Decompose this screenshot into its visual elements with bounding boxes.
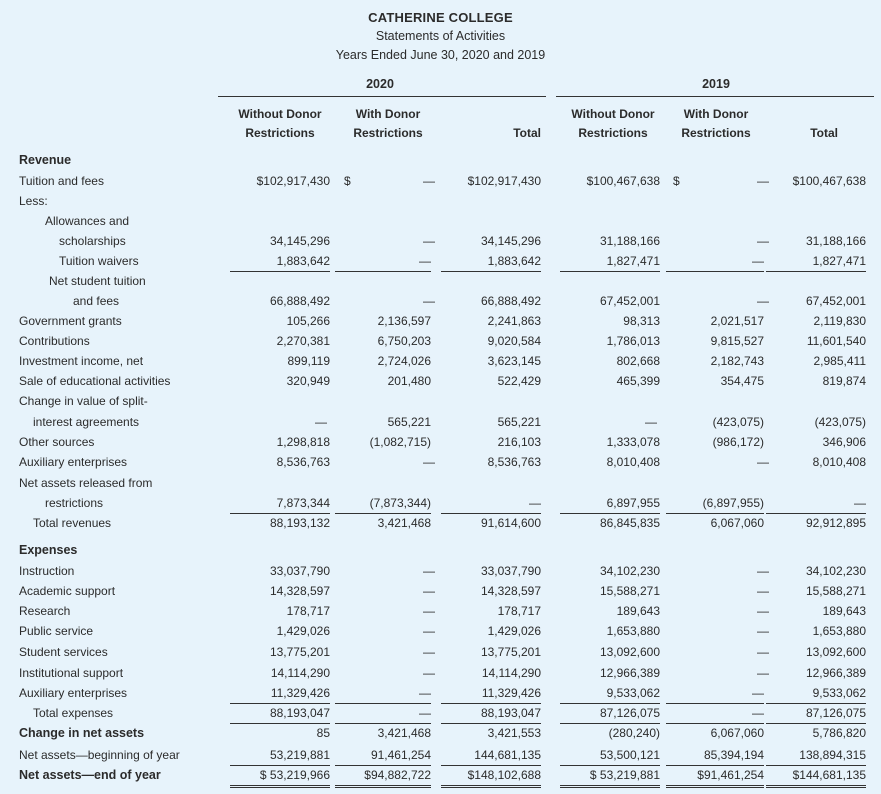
year-rule-2020	[218, 96, 546, 97]
table-cell: 34,145,296	[480, 234, 541, 248]
table-cell: 1,429,026	[276, 624, 330, 638]
table-cell: 15,588,271	[599, 584, 660, 598]
table-cell: 1,883,642	[230, 251, 330, 272]
table-row	[0, 581, 881, 601]
table-cell: (280,240)	[608, 726, 660, 740]
table-cell: (423,075)	[814, 415, 866, 429]
table-cell: 67,452,001	[599, 294, 660, 308]
table-cell: 144,681,135	[441, 745, 541, 766]
table-cell: 9,533,062	[560, 683, 660, 704]
table-cell: —	[757, 604, 769, 618]
table-cell: 6,067,060	[710, 726, 764, 740]
row-label: restrictions	[45, 496, 104, 510]
table-row	[0, 331, 881, 351]
section-less: Less:	[19, 194, 48, 208]
table-cell: 1,786,013	[606, 334, 660, 348]
row-label: Net assets—end of year	[19, 768, 161, 782]
col-header-line: Restrictions	[245, 126, 315, 140]
table-cell: (986,172)	[712, 435, 764, 449]
section-expenses: Expenses	[19, 543, 78, 557]
table-cell: 216,103	[497, 435, 541, 449]
table-cell: —	[766, 493, 866, 514]
table-cell: $148,102,688	[441, 765, 541, 788]
table-cell: 2,270,381	[276, 334, 330, 348]
table-cell: 2,119,830	[813, 314, 866, 328]
table-cell: 88,193,047	[230, 703, 330, 724]
table-cell: 3,421,553	[487, 726, 541, 740]
table-cell: 34,102,230	[805, 564, 866, 578]
table-row	[0, 642, 881, 662]
table-cell: 91,614,600	[480, 516, 541, 530]
table-cell: —	[645, 415, 657, 429]
table-cell: 13,092,600	[599, 645, 660, 659]
table-cell: 178,717	[286, 604, 330, 618]
table-cell: —	[666, 683, 764, 704]
row-label: Research	[19, 604, 71, 618]
col-header-line: Without Donor	[238, 107, 322, 121]
table-row	[0, 311, 881, 331]
table-cell: 320,949	[286, 374, 330, 388]
row-label: Net student tuition	[49, 274, 146, 288]
row-label: Other sources	[19, 435, 95, 449]
table-cell: 2,021,517	[710, 314, 764, 328]
table-cell: 88,193,047	[441, 703, 541, 724]
table-cell: 9,815,527	[710, 334, 764, 348]
table-cell: $100,467,638	[586, 174, 660, 188]
table-cell: 1,298,818	[276, 435, 330, 449]
section-revenue: Revenue	[19, 153, 72, 167]
table-cell: $100,467,638	[792, 174, 866, 188]
table-cell: 53,219,881	[230, 745, 330, 766]
table-row	[0, 251, 881, 271]
table-cell: —	[423, 645, 435, 659]
table-cell: 9,020,584	[487, 334, 541, 348]
table-cell: 66,888,492	[269, 294, 330, 308]
table-cell: —	[757, 455, 769, 469]
dollar-sign: $	[344, 174, 351, 188]
table-cell: 2,182,743	[710, 354, 764, 368]
table-cell: —	[666, 703, 764, 724]
table-cell: —	[423, 174, 435, 188]
table-row	[0, 745, 881, 765]
table-row	[0, 412, 881, 432]
table-row	[0, 601, 881, 621]
table-cell: $91,461,254	[666, 765, 764, 788]
row-label: Government grants	[19, 314, 122, 328]
table-cell: 8,010,408	[812, 455, 866, 469]
table-row	[0, 391, 881, 411]
table-cell: 1,429,026	[487, 624, 541, 638]
table-cell: 3,623,145	[487, 354, 541, 368]
table-cell: —	[423, 564, 435, 578]
table-cell: —	[423, 584, 435, 598]
table-cell: 565,221	[497, 415, 541, 429]
table-cell: 105,266	[286, 314, 330, 328]
table-cell: 2,241,863	[487, 314, 541, 328]
row-label: Auxiliary enterprises	[19, 686, 128, 700]
table-row	[0, 432, 881, 452]
col-header-line: Restrictions	[578, 126, 648, 140]
table-row	[0, 683, 881, 703]
table-row	[0, 271, 881, 291]
table-cell: 2,985,411	[813, 354, 866, 368]
table-cell: 14,114,290	[481, 666, 541, 680]
table-cell: 12,966,389	[805, 666, 866, 680]
table-cell: (423,075)	[712, 415, 764, 429]
table-cell: —	[315, 415, 327, 429]
table-row	[0, 473, 881, 493]
table-cell: 6,067,060	[710, 516, 764, 530]
table-row	[0, 663, 881, 683]
table-cell: $94,882,722	[335, 765, 431, 788]
row-label: scholarships	[59, 234, 126, 248]
table-row	[0, 723, 881, 743]
table-row	[0, 371, 881, 391]
table-cell: 88,193,132	[269, 516, 330, 530]
table-cell: —	[423, 666, 435, 680]
row-label: Total revenues	[33, 516, 112, 530]
table-cell: 178,717	[497, 604, 541, 618]
table-cell: 31,188,166	[599, 234, 660, 248]
table-cell: 1,333,078	[606, 435, 660, 449]
table-cell: $144,681,135	[766, 765, 866, 788]
table-cell: 34,102,230	[599, 564, 660, 578]
table-cell: 67,452,001	[805, 294, 866, 308]
col-total-2020: Total	[513, 126, 541, 140]
table-cell: 3,421,468	[377, 516, 431, 530]
table-cell: 7,873,344	[230, 493, 330, 514]
table-cell: 98,313	[623, 314, 660, 328]
col-header-line: Without Donor	[571, 107, 655, 121]
col-without-donor-2019	[553, 105, 673, 143]
row-label: Academic support	[19, 584, 116, 598]
table-cell: 15,588,271	[805, 584, 866, 598]
table-cell: 66,888,492	[480, 294, 541, 308]
table-cell: 6,897,955	[560, 493, 660, 514]
row-label: Allowances and	[45, 214, 130, 228]
table-cell: 6,750,203	[377, 334, 431, 348]
table-cell: —	[423, 234, 435, 248]
row-label: Student services	[19, 645, 108, 659]
row-label: Sale of educational activities	[19, 374, 171, 388]
row-label: Institutional support	[19, 666, 124, 680]
table-cell: 13,092,600	[805, 645, 866, 659]
col-header-line: Restrictions	[681, 126, 751, 140]
table-row	[0, 513, 881, 533]
table-cell: 1,827,471	[560, 251, 660, 272]
table-cell: 11,601,540	[806, 334, 866, 348]
table-cell: $102,917,430	[256, 174, 330, 188]
statement-period: Years Ended June 30, 2020 and 2019	[335, 48, 546, 62]
table-cell: 87,126,075	[766, 703, 866, 724]
page-title: CATHERINE COLLEGE	[368, 10, 513, 25]
table-cell: (1,082,715)	[369, 435, 431, 449]
table-row	[0, 561, 881, 581]
table-cell: 138,894,315	[766, 745, 866, 766]
table-cell: $102,917,430	[467, 174, 541, 188]
table-cell: 85	[316, 726, 330, 740]
table-cell: 33,037,790	[269, 564, 330, 578]
table-cell: 3,421,468	[377, 726, 431, 740]
table-row	[0, 703, 881, 723]
table-cell: $ 53,219,966	[230, 765, 330, 788]
table-cell: —	[757, 174, 769, 188]
table-cell: 1,653,880	[606, 624, 660, 638]
table-cell: 201,480	[387, 374, 431, 388]
table-cell: 2,136,597	[377, 314, 431, 328]
table-cell: 86,845,835	[599, 516, 660, 530]
table-cell: 92,912,895	[805, 516, 866, 530]
row-label: Contributions	[19, 334, 90, 348]
table-cell: 85,394,194	[666, 745, 764, 766]
table-row	[0, 211, 881, 231]
table-cell: 346,906	[822, 435, 866, 449]
table-row	[0, 291, 881, 311]
table-cell: —	[757, 234, 769, 248]
table-cell: 91,461,254	[335, 745, 431, 766]
year-2020: 2020	[366, 77, 394, 91]
table-cell: 14,328,597	[480, 584, 541, 598]
table-cell: —	[423, 455, 435, 469]
table-cell: —	[423, 294, 435, 308]
table-cell: —	[423, 604, 435, 618]
table-cell: 522,429	[497, 374, 541, 388]
table-cell: $ 53,219,881	[560, 765, 660, 788]
row-label: Net assets—beginning of year	[19, 748, 180, 762]
table-cell: 354,475	[720, 374, 764, 388]
table-cell: —	[441, 493, 541, 514]
table-cell: 87,126,075	[560, 703, 660, 724]
col-total-2019: Total	[810, 126, 838, 140]
col-with-donor-2019	[666, 105, 766, 143]
table-cell: 14,328,597	[269, 584, 330, 598]
table-cell: 8,010,408	[606, 455, 660, 469]
row-label: Auxiliary enterprises	[19, 455, 128, 469]
table-row	[0, 351, 881, 371]
col-header-line: With Donor	[355, 107, 421, 121]
row-label: Public service	[19, 624, 94, 638]
col-with-donor-2020	[338, 105, 438, 143]
row-label: Investment income, net	[19, 354, 144, 368]
table-cell: —	[757, 584, 769, 598]
row-label: interest agreements	[33, 415, 140, 429]
table-cell: 8,536,763	[276, 455, 330, 469]
row-label: Total expenses	[33, 706, 114, 720]
table-cell: —	[335, 683, 431, 704]
dollar-sign: $	[673, 174, 680, 188]
year-rule-2019	[556, 96, 874, 97]
row-label: Instruction	[19, 564, 75, 578]
table-cell: 11,329,426	[441, 683, 541, 704]
table-cell: (6,897,955)	[666, 493, 764, 514]
table-cell: 34,145,296	[269, 234, 330, 248]
table-cell: 1,653,880	[812, 624, 866, 638]
table-cell: —	[757, 624, 769, 638]
table-cell: 31,188,166	[805, 234, 866, 248]
row-label: Change in net assets	[19, 726, 145, 740]
table-cell: 189,643	[616, 604, 660, 618]
table-cell: 8,536,763	[487, 455, 541, 469]
table-cell: 33,037,790	[480, 564, 541, 578]
table-cell: 11,329,426	[230, 683, 330, 704]
col-header-line: Restrictions	[353, 126, 423, 140]
table-cell: 5,786,820	[812, 726, 866, 740]
table-row	[0, 765, 881, 785]
row-label: Tuition and fees	[19, 174, 104, 188]
table-cell: 13,775,201	[480, 645, 541, 659]
table-cell: (7,873,344)	[335, 493, 431, 514]
table-cell: —	[335, 251, 431, 272]
year-2019: 2019	[702, 77, 730, 91]
col-header-line: With Donor	[683, 107, 749, 121]
table-cell: 13,775,201	[269, 645, 330, 659]
row-label: and fees	[73, 294, 120, 308]
table-cell: 14,114,290	[270, 666, 330, 680]
row-label: Tuition waivers	[59, 254, 139, 268]
row-label: Net assets released from	[19, 476, 153, 490]
table-cell: —	[757, 645, 769, 659]
table-row	[0, 452, 881, 472]
table-row	[0, 621, 881, 641]
table-cell: 899,119	[287, 354, 330, 368]
table-cell: 9,533,062	[766, 683, 866, 704]
table-cell: —	[666, 251, 764, 272]
table-cell: 819,874	[822, 374, 866, 388]
table-cell: 1,883,642	[441, 251, 541, 272]
table-cell: 1,827,471	[766, 251, 866, 272]
table-cell: 12,966,389	[599, 666, 660, 680]
col-without-donor-2020	[220, 105, 340, 143]
table-cell: 802,668	[616, 354, 660, 368]
table-cell: 53,500,121	[560, 745, 660, 766]
table-cell: 2,724,026	[377, 354, 431, 368]
table-row	[0, 171, 881, 191]
table-cell: 465,399	[616, 374, 660, 388]
table-cell: —	[757, 564, 769, 578]
table-row	[0, 493, 881, 513]
statement-subtitle: Statements of Activities	[375, 29, 506, 43]
table-cell: —	[423, 624, 435, 638]
table-cell: 565,221	[387, 415, 431, 429]
table-cell: —	[757, 666, 769, 680]
table-cell: 189,643	[822, 604, 866, 618]
table-cell: —	[757, 294, 769, 308]
table-row	[0, 231, 881, 251]
table-cell: —	[335, 703, 431, 724]
row-label: Change in value of split-	[19, 394, 148, 408]
